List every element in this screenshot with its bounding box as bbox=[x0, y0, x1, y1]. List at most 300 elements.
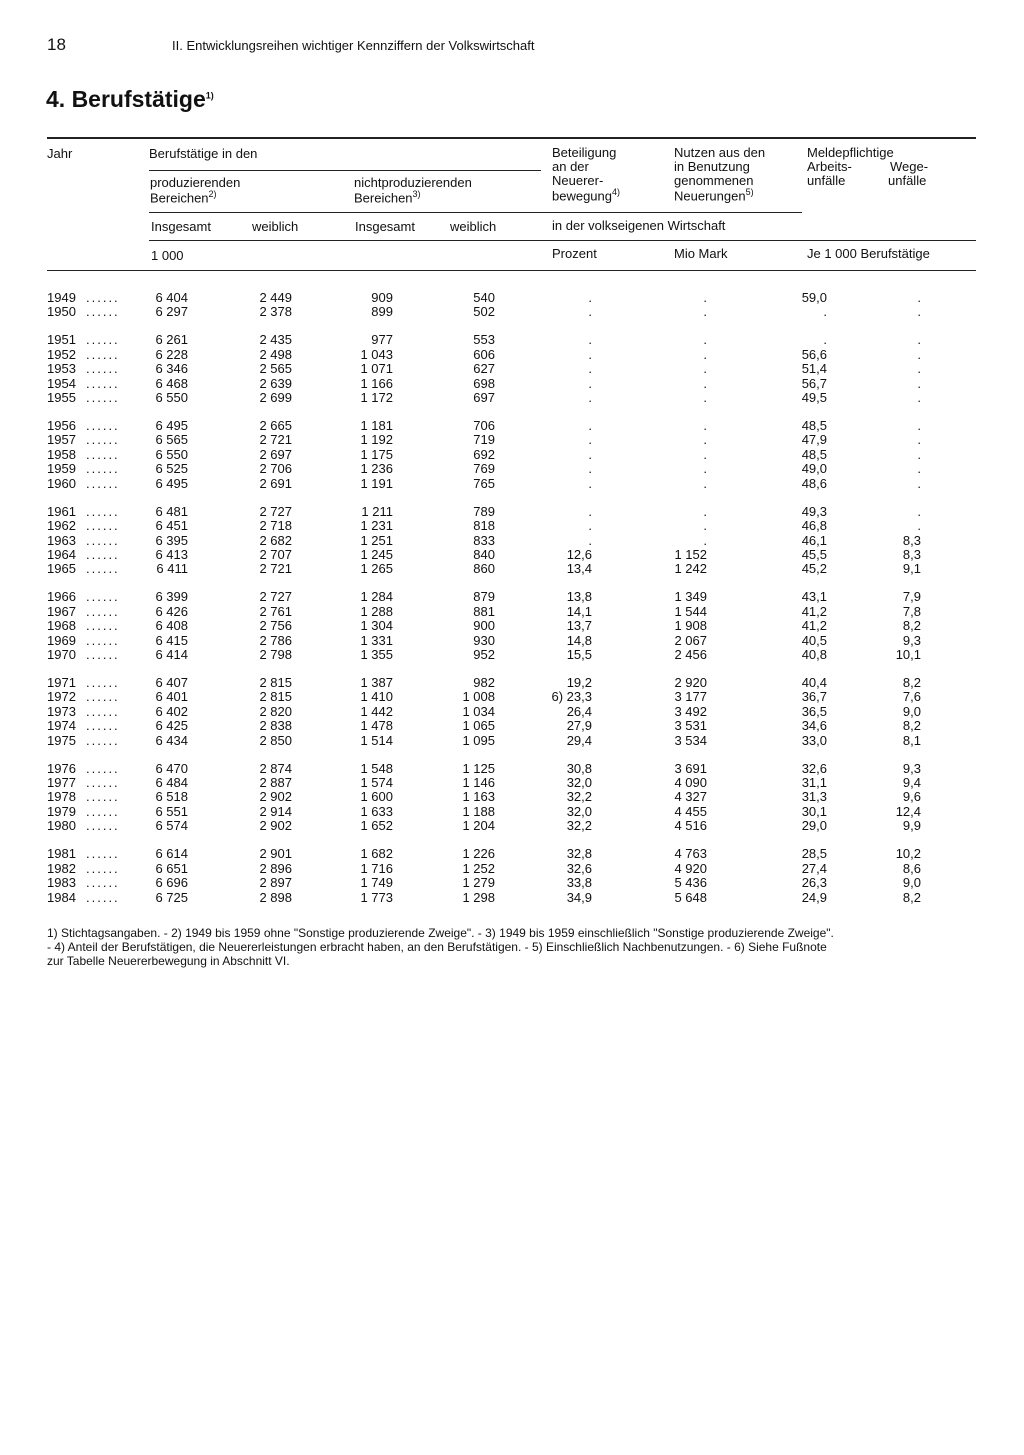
cell-nichtprod-weiblich: 1 252 bbox=[462, 860, 495, 876]
col-weiblich-nichtprod: weiblich bbox=[450, 219, 497, 234]
cell-nutzen: 3 691 bbox=[674, 760, 707, 776]
cell-arbeitsunfaelle: 51,4 bbox=[801, 361, 827, 377]
cell-arbeitsunfaelle: 46,1 bbox=[801, 532, 827, 548]
cell-prod-weiblich: 2 378 bbox=[259, 304, 292, 320]
col-nutzen-1: Nutzen aus den bbox=[674, 145, 766, 160]
leader-dots: ...... bbox=[86, 375, 120, 391]
cell-prod-insgesamt: 6 525 bbox=[155, 461, 188, 477]
cell-nutzen: 3 492 bbox=[674, 703, 707, 719]
leader-dots: ...... bbox=[86, 304, 120, 320]
cell-prod-weiblich: 2 699 bbox=[259, 390, 292, 406]
cell-beteiligung: 14,8 bbox=[566, 632, 592, 648]
bereichen-prod-text: Bereichen bbox=[150, 190, 209, 206]
cell-nutzen: . bbox=[703, 475, 707, 491]
cell-nichtprod-weiblich: 860 bbox=[473, 561, 495, 577]
cell-nichtprod-weiblich: 1 226 bbox=[462, 846, 495, 862]
cell-arbeitsunfaelle: 29,0 bbox=[801, 818, 827, 834]
cell-wegeunfaelle: 8,2 bbox=[902, 618, 921, 634]
cell-arbeitsunfaelle: 45,5 bbox=[801, 546, 827, 562]
cell-arbeitsunfaelle: 31,1 bbox=[801, 775, 827, 790]
volkseigen-label: in der volkseigenen Wirtschaft bbox=[552, 218, 726, 233]
cell-year: 1971 bbox=[47, 674, 76, 690]
cell-prod-insgesamt: 6 407 bbox=[155, 674, 188, 690]
cell-nichtprod-weiblich: 698 bbox=[473, 375, 495, 391]
cell-nutzen: 4 090 bbox=[674, 775, 707, 790]
cell-beteiligung: . bbox=[588, 475, 592, 491]
cell-arbeitsunfaelle: 40,5 bbox=[801, 632, 827, 648]
cell-nutzen: 4 455 bbox=[674, 803, 707, 819]
cell-beteiligung: 32,2 bbox=[566, 789, 592, 805]
page-title bbox=[46, 86, 214, 113]
header-rule-2 bbox=[149, 212, 802, 213]
cell-beteiligung: 30,8 bbox=[566, 760, 592, 776]
cell-beteiligung: 13,7 bbox=[566, 618, 592, 634]
cell-year: 1967 bbox=[47, 603, 76, 619]
cell-year: 1973 bbox=[47, 703, 76, 719]
cell-wegeunfaelle: . bbox=[917, 346, 921, 362]
cell-nichtprod-insgesamt: 1 548 bbox=[360, 760, 393, 776]
cell-year: 1949 bbox=[47, 290, 76, 305]
cell-prod-weiblich: 2 896 bbox=[259, 860, 292, 876]
cell-prod-weiblich: 2 435 bbox=[259, 332, 292, 348]
col-nutzen-2: in Benutzung bbox=[674, 159, 750, 174]
cell-wegeunfaelle: 9,3 bbox=[902, 632, 921, 648]
cell-year: 1970 bbox=[47, 647, 76, 663]
cell-prod-insgesamt: 6 451 bbox=[155, 518, 188, 534]
cell-nutzen: 1 908 bbox=[674, 618, 707, 634]
cell-nutzen: . bbox=[703, 461, 707, 477]
cell-year: 1960 bbox=[47, 475, 76, 491]
cell-arbeitsunfaelle: . bbox=[823, 332, 827, 348]
cell-nichtprod-weiblich: 553 bbox=[473, 332, 495, 348]
leader-dots: ...... bbox=[86, 475, 120, 491]
cell-wegeunfaelle: 7,9 bbox=[902, 589, 921, 605]
cell-nichtprod-insgesamt: 1 442 bbox=[360, 703, 393, 719]
cell-beteiligung: 6) 23,3 bbox=[551, 689, 592, 705]
cell-prod-weiblich: 2 697 bbox=[259, 446, 292, 462]
cell-nutzen: . bbox=[703, 432, 707, 448]
cell-nutzen: 4 516 bbox=[674, 818, 707, 834]
cell-nichtprod-insgesamt: 909 bbox=[371, 290, 393, 305]
beteiligung-sup: 4) bbox=[612, 187, 621, 197]
cell-prod-insgesamt: 6 565 bbox=[155, 432, 188, 448]
cell-wegeunfaelle: 12,4 bbox=[895, 803, 921, 819]
bereichen-prod-sup: 2) bbox=[208, 189, 217, 199]
cell-wegeunfaelle: 10,2 bbox=[895, 846, 921, 862]
cell-nichtprod-insgesamt: 1 284 bbox=[360, 589, 393, 605]
cell-prod-weiblich: 2 682 bbox=[259, 532, 292, 548]
cell-nichtprod-weiblich: 1 146 bbox=[462, 775, 495, 790]
cell-prod-insgesamt: 6 484 bbox=[155, 775, 188, 790]
cell-beteiligung: . bbox=[588, 518, 592, 534]
cell-nichtprod-insgesamt: 1 192 bbox=[360, 432, 393, 448]
cell-beteiligung: . bbox=[588, 417, 592, 433]
cell-prod-weiblich: 2 887 bbox=[259, 775, 292, 790]
cell-nichtprod-weiblich: 706 bbox=[473, 417, 495, 433]
cell-nutzen: 5 648 bbox=[674, 889, 707, 905]
cell-wegeunfaelle: . bbox=[917, 375, 921, 391]
cell-nichtprod-weiblich: 982 bbox=[473, 674, 495, 690]
leader-dots: ...... bbox=[86, 647, 120, 663]
cell-arbeitsunfaelle: 31,3 bbox=[801, 789, 827, 805]
cell-wegeunfaelle: 9,3 bbox=[902, 760, 921, 776]
cell-beteiligung: . bbox=[588, 532, 592, 548]
leader-dots: ...... bbox=[86, 760, 120, 776]
cell-nutzen: . bbox=[703, 290, 707, 305]
cell-nichtprod-insgesamt: 1 716 bbox=[360, 860, 393, 876]
cell-wegeunfaelle: . bbox=[917, 417, 921, 433]
cell-prod-weiblich: 2 815 bbox=[259, 674, 292, 690]
cell-beteiligung: . bbox=[588, 361, 592, 377]
cell-nutzen: 4 327 bbox=[674, 789, 707, 805]
cell-nichtprod-weiblich: 540 bbox=[473, 290, 495, 305]
cell-nichtprod-insgesamt: 1 574 bbox=[360, 775, 393, 790]
leader-dots: ...... bbox=[86, 689, 120, 705]
col-wege: Wege- bbox=[890, 159, 929, 174]
cell-year: 1979 bbox=[47, 803, 76, 819]
cell-nutzen: . bbox=[703, 503, 707, 519]
cell-arbeitsunfaelle: 48,6 bbox=[801, 475, 827, 491]
cell-year: 1981 bbox=[47, 846, 76, 862]
cell-nichtprod-weiblich: 881 bbox=[473, 603, 495, 619]
cell-beteiligung: . bbox=[588, 375, 592, 391]
cell-prod-weiblich: 2 820 bbox=[259, 703, 292, 719]
cell-year: 1968 bbox=[47, 618, 76, 634]
leader-dots: ...... bbox=[86, 789, 120, 805]
col-beteiligung-3: Neuerer- bbox=[552, 173, 604, 188]
cell-beteiligung: . bbox=[588, 346, 592, 362]
cell-year: 1964 bbox=[47, 546, 76, 562]
cell-beteiligung: . bbox=[588, 390, 592, 406]
footnote-line-3: zur Tabelle Neuererbewegung in Abschnitt VI. bbox=[47, 954, 290, 968]
cell-year: 1954 bbox=[47, 375, 76, 391]
cell-nichtprod-weiblich: 769 bbox=[473, 461, 495, 477]
cell-nichtprod-insgesamt: 1 071 bbox=[360, 361, 393, 377]
leader-dots: ...... bbox=[86, 332, 120, 348]
cell-arbeitsunfaelle: 40,8 bbox=[801, 647, 827, 663]
leader-dots: ...... bbox=[86, 632, 120, 648]
cell-prod-insgesamt: 6 411 bbox=[156, 561, 188, 577]
cell-prod-weiblich: 2 902 bbox=[259, 818, 292, 834]
cell-prod-insgesamt: 6 651 bbox=[155, 860, 188, 876]
cell-prod-insgesamt: 6 725 bbox=[155, 889, 188, 905]
cell-year: 1969 bbox=[47, 632, 76, 648]
col-group-berufstaetige: Berufstätige in den bbox=[149, 146, 258, 161]
cell-arbeitsunfaelle: 56,7 bbox=[801, 375, 827, 391]
leader-dots: ...... bbox=[86, 361, 120, 377]
cell-nichtprod-insgesamt: 1 682 bbox=[360, 846, 393, 862]
cell-nutzen: 3 177 bbox=[674, 689, 707, 705]
cell-nichtprod-weiblich: 840 bbox=[473, 546, 495, 562]
cell-wegeunfaelle: . bbox=[917, 446, 921, 462]
cell-prod-insgesamt: 6 426 bbox=[155, 603, 188, 619]
cell-beteiligung: . bbox=[588, 446, 592, 462]
col-arbeits: Arbeits- bbox=[807, 159, 852, 174]
cell-arbeitsunfaelle: 56,6 bbox=[801, 346, 827, 362]
cell-nichtprod-insgesamt: 1 211 bbox=[361, 503, 393, 519]
cell-year: 1952 bbox=[47, 346, 76, 362]
cell-nutzen: . bbox=[703, 446, 707, 462]
cell-nutzen: 5 436 bbox=[674, 875, 707, 891]
cell-nichtprod-weiblich: 1 204 bbox=[462, 818, 495, 834]
cell-arbeitsunfaelle: 46,8 bbox=[801, 518, 827, 534]
cell-arbeitsunfaelle: 33,0 bbox=[801, 732, 827, 748]
bereichen-nichtprod-text: Bereichen bbox=[354, 190, 413, 206]
cell-wegeunfaelle: 9,6 bbox=[902, 789, 921, 805]
cell-prod-weiblich: 2 565 bbox=[259, 361, 292, 377]
cell-beteiligung: . bbox=[588, 304, 592, 320]
cell-arbeitsunfaelle: 49,5 bbox=[801, 390, 827, 406]
header-rule-1 bbox=[149, 170, 541, 171]
cell-prod-weiblich: 2 874 bbox=[259, 760, 292, 776]
cell-prod-weiblich: 2 639 bbox=[259, 375, 292, 391]
cell-nichtprod-weiblich: 879 bbox=[473, 589, 495, 605]
cell-prod-insgesamt: 6 414 bbox=[155, 647, 188, 663]
cell-wegeunfaelle: 10,1 bbox=[895, 647, 921, 663]
cell-wegeunfaelle: . bbox=[917, 361, 921, 377]
cell-nichtprod-weiblich: 1 279 bbox=[462, 875, 495, 891]
cell-nutzen: 1 349 bbox=[674, 589, 707, 605]
nutzen-sup: 5) bbox=[745, 187, 754, 197]
cell-nichtprod-weiblich: 1 065 bbox=[462, 718, 495, 734]
cell-wegeunfaelle: . bbox=[917, 518, 921, 534]
cell-year: 1961 bbox=[47, 503, 76, 519]
cell-nichtprod-weiblich: 627 bbox=[473, 361, 495, 377]
cell-prod-insgesamt: 6 434 bbox=[155, 732, 188, 748]
cell-wegeunfaelle: 8,2 bbox=[902, 889, 921, 905]
table-top-rule bbox=[47, 137, 976, 139]
leader-dots: ...... bbox=[86, 503, 120, 519]
cell-wegeunfaelle: 9,0 bbox=[902, 703, 921, 719]
running-head: II. Entwicklungsreihen wichtiger Kennziffern der Volkswirtschaft bbox=[172, 38, 535, 53]
cell-wegeunfaelle: 7,6 bbox=[902, 689, 921, 705]
leader-dots: ...... bbox=[86, 732, 120, 748]
header-bottom-rule bbox=[47, 270, 976, 271]
cell-nichtprod-weiblich: 818 bbox=[473, 518, 495, 534]
cell-nutzen: . bbox=[703, 417, 707, 433]
cell-prod-weiblich: 2 901 bbox=[259, 846, 292, 862]
cell-nichtprod-insgesamt: 1 410 bbox=[360, 689, 393, 705]
cell-prod-weiblich: 2 718 bbox=[259, 518, 292, 534]
cell-nichtprod-insgesamt: 1 191 bbox=[360, 475, 393, 491]
cell-nichtprod-weiblich: 952 bbox=[473, 647, 495, 663]
cell-arbeitsunfaelle: 59,0 bbox=[801, 290, 827, 305]
cell-prod-weiblich: 2 665 bbox=[259, 417, 292, 433]
cell-prod-weiblich: 2 706 bbox=[259, 461, 292, 477]
cell-nichtprod-weiblich: 900 bbox=[473, 618, 495, 634]
cell-beteiligung: . bbox=[588, 290, 592, 305]
leader-dots: ...... bbox=[86, 461, 120, 477]
cell-nichtprod-insgesamt: 1 175 bbox=[360, 446, 393, 462]
cell-year: 1965 bbox=[47, 561, 76, 577]
cell-nichtprod-insgesamt: 1 166 bbox=[360, 375, 393, 391]
leader-dots: ...... bbox=[86, 346, 120, 362]
leader-dots: ...... bbox=[86, 818, 120, 834]
leader-dots: ...... bbox=[86, 417, 120, 433]
col-bereichen-nichtprod bbox=[354, 189, 421, 205]
col-nutzen-3: genommenen bbox=[674, 173, 754, 188]
col-insgesamt-prod: Insgesamt bbox=[151, 219, 211, 234]
cell-arbeitsunfaelle: 30,1 bbox=[801, 803, 827, 819]
col-nichtproduzierenden: nichtproduzierenden bbox=[354, 175, 472, 190]
cell-wegeunfaelle: 8,6 bbox=[902, 860, 921, 876]
cell-nichtprod-insgesamt: 1 304 bbox=[360, 618, 393, 634]
cell-wegeunfaelle: 9,4 bbox=[902, 775, 921, 790]
cell-arbeitsunfaelle: 28,5 bbox=[801, 846, 827, 862]
cell-wegeunfaelle: . bbox=[917, 461, 921, 477]
cell-beteiligung: . bbox=[588, 332, 592, 348]
cell-nutzen: 2 067 bbox=[674, 632, 707, 648]
cell-nichtprod-insgesamt: 1 514 bbox=[360, 732, 393, 748]
col-produzierenden: produzierenden bbox=[150, 175, 241, 190]
cell-prod-weiblich: 2 786 bbox=[259, 632, 292, 648]
cell-arbeitsunfaelle: 40,4 bbox=[801, 674, 827, 690]
cell-prod-insgesamt: 6 404 bbox=[155, 290, 188, 305]
cell-prod-insgesamt: 6 261 bbox=[155, 332, 188, 348]
cell-beteiligung: 32,6 bbox=[566, 860, 592, 876]
leader-dots: ...... bbox=[86, 718, 120, 734]
col-meldepflichtige: Meldepflichtige bbox=[807, 145, 894, 160]
cell-nichtprod-insgesamt: 1 355 bbox=[360, 647, 393, 663]
cell-wegeunfaelle: 8,3 bbox=[902, 532, 921, 548]
cell-arbeitsunfaelle: 49,3 bbox=[801, 503, 827, 519]
cell-nutzen: . bbox=[703, 304, 707, 320]
cell-year: 1982 bbox=[47, 860, 76, 876]
col-beteiligung-1: Beteiligung bbox=[552, 145, 617, 160]
header-rule-3 bbox=[149, 240, 976, 241]
cell-year: 1957 bbox=[47, 432, 76, 448]
col-weiblich-prod: weiblich bbox=[252, 219, 299, 234]
cell-beteiligung: . bbox=[588, 432, 592, 448]
cell-prod-insgesamt: 6 408 bbox=[155, 618, 188, 634]
leader-dots: ...... bbox=[86, 775, 120, 790]
cell-beteiligung: 15,5 bbox=[566, 647, 592, 663]
cell-beteiligung: 32,2 bbox=[566, 818, 592, 834]
cell-nutzen: . bbox=[703, 361, 707, 377]
cell-wegeunfaelle: . bbox=[917, 475, 921, 491]
cell-nichtprod-insgesamt: 1 181 bbox=[360, 417, 393, 433]
cell-arbeitsunfaelle: 32,6 bbox=[801, 760, 827, 776]
cell-nichtprod-weiblich: 930 bbox=[473, 632, 495, 648]
col-beteiligung-4 bbox=[552, 187, 620, 203]
col-beteiligung-2: an der bbox=[552, 159, 589, 174]
leader-dots: ...... bbox=[86, 803, 120, 819]
cell-prod-weiblich: 2 898 bbox=[259, 889, 292, 905]
leader-dots: ...... bbox=[86, 618, 120, 634]
cell-beteiligung: 34,9 bbox=[566, 889, 592, 905]
cell-year: 1977 bbox=[47, 775, 76, 790]
cell-prod-insgesamt: 6 399 bbox=[155, 589, 188, 605]
leader-dots: ...... bbox=[86, 518, 120, 534]
cell-year: 1976 bbox=[47, 760, 76, 776]
cell-nutzen: 1 544 bbox=[674, 603, 707, 619]
cell-nutzen: 2 920 bbox=[674, 674, 707, 690]
leader-dots: ...... bbox=[86, 703, 120, 719]
cell-prod-weiblich: 2 721 bbox=[259, 561, 292, 577]
cell-year: 1975 bbox=[47, 732, 76, 748]
cell-prod-insgesamt: 6 481 bbox=[155, 503, 188, 519]
cell-prod-insgesamt: 6 495 bbox=[155, 475, 188, 491]
cell-year: 1953 bbox=[47, 361, 76, 377]
cell-nutzen: . bbox=[703, 518, 707, 534]
cell-prod-insgesamt: 6 413 bbox=[155, 546, 188, 562]
cell-year: 1978 bbox=[47, 789, 76, 805]
cell-nichtprod-insgesamt: 1 251 bbox=[360, 532, 393, 548]
cell-arbeitsunfaelle: 43,1 bbox=[801, 589, 827, 605]
beteiligung-4-text: bewegung bbox=[552, 188, 612, 204]
cell-nichtprod-insgesamt: 1 749 bbox=[360, 875, 393, 891]
cell-nichtprod-insgesamt: 1 231 bbox=[360, 518, 393, 534]
cell-wegeunfaelle: . bbox=[917, 304, 921, 320]
cell-nichtprod-weiblich: 833 bbox=[473, 532, 495, 548]
bereichen-nichtprod-sup: 3) bbox=[412, 189, 421, 199]
cell-prod-insgesamt: 6 470 bbox=[155, 760, 188, 776]
cell-wegeunfaelle: 7,8 bbox=[902, 603, 921, 619]
cell-arbeitsunfaelle: 34,6 bbox=[801, 718, 827, 734]
cell-prod-insgesamt: 6 696 bbox=[155, 875, 188, 891]
cell-arbeitsunfaelle: 41,2 bbox=[801, 603, 827, 619]
cell-nichtprod-insgesamt: 1 633 bbox=[360, 803, 393, 819]
cell-arbeitsunfaelle: 27,4 bbox=[801, 860, 827, 876]
cell-nutzen: . bbox=[703, 332, 707, 348]
cell-nutzen: 3 531 bbox=[674, 718, 707, 734]
cell-prod-weiblich: 2 498 bbox=[259, 346, 292, 362]
cell-nichtprod-weiblich: 1 125 bbox=[462, 760, 495, 776]
cell-arbeitsunfaelle: 24,9 bbox=[801, 889, 827, 905]
cell-nichtprod-weiblich: 719 bbox=[473, 432, 495, 448]
cell-nichtprod-insgesamt: 1 265 bbox=[360, 561, 393, 577]
cell-beteiligung: 13,8 bbox=[566, 589, 592, 605]
cell-beteiligung: . bbox=[588, 503, 592, 519]
cell-prod-insgesamt: 6 425 bbox=[155, 718, 188, 734]
unit-je1000: Je 1 000 Berufstätige bbox=[807, 246, 930, 261]
footnote-line-1: 1) Stichtagsangaben. - 2) 1949 bis 1959 ohne "Sonstige produzierende Zweige". - 3) 1949 bis 1959 einschließlich "Sonstige produzierende Zweige". bbox=[47, 926, 834, 940]
cell-wegeunfaelle: 8,3 bbox=[902, 546, 921, 562]
cell-beteiligung: 26,4 bbox=[566, 703, 592, 719]
cell-prod-insgesamt: 6 551 bbox=[155, 803, 188, 819]
cell-year: 1980 bbox=[47, 818, 76, 834]
unit-mio-mark: Mio Mark bbox=[674, 246, 728, 261]
cell-nichtprod-insgesamt: 1 236 bbox=[360, 461, 393, 477]
leader-dots: ...... bbox=[86, 432, 120, 448]
col-unfaelle-2: unfälle bbox=[888, 173, 927, 188]
cell-nichtprod-weiblich: 1 034 bbox=[462, 703, 495, 719]
cell-prod-insgesamt: 6 395 bbox=[155, 532, 188, 548]
cell-nichtprod-weiblich: 1 095 bbox=[462, 732, 495, 748]
cell-nichtprod-weiblich: 789 bbox=[473, 503, 495, 519]
cell-beteiligung: 32,0 bbox=[566, 775, 592, 790]
cell-arbeitsunfaelle: 49,0 bbox=[801, 461, 827, 477]
leader-dots: ...... bbox=[86, 875, 120, 891]
leader-dots: ...... bbox=[86, 674, 120, 690]
cell-nichtprod-insgesamt: 1 288 bbox=[360, 603, 393, 619]
cell-nichtprod-insgesamt: 1 600 bbox=[360, 789, 393, 805]
cell-nichtprod-insgesamt: 977 bbox=[371, 332, 393, 348]
cell-nutzen: . bbox=[703, 532, 707, 548]
cell-arbeitsunfaelle: 48,5 bbox=[801, 446, 827, 462]
cell-nichtprod-weiblich: 692 bbox=[473, 446, 495, 462]
cell-arbeitsunfaelle: 26,3 bbox=[801, 875, 827, 891]
cell-prod-insgesamt: 6 495 bbox=[155, 417, 188, 433]
cell-prod-insgesamt: 6 228 bbox=[155, 346, 188, 362]
cell-prod-insgesamt: 6 574 bbox=[155, 818, 188, 834]
cell-prod-weiblich: 2 756 bbox=[259, 618, 292, 634]
cell-nichtprod-insgesamt: 1 773 bbox=[360, 889, 393, 905]
cell-nichtprod-weiblich: 1 188 bbox=[462, 803, 495, 819]
cell-year: 1963 bbox=[47, 532, 76, 548]
cell-wegeunfaelle: . bbox=[917, 503, 921, 519]
cell-prod-insgesamt: 6 402 bbox=[155, 703, 188, 719]
